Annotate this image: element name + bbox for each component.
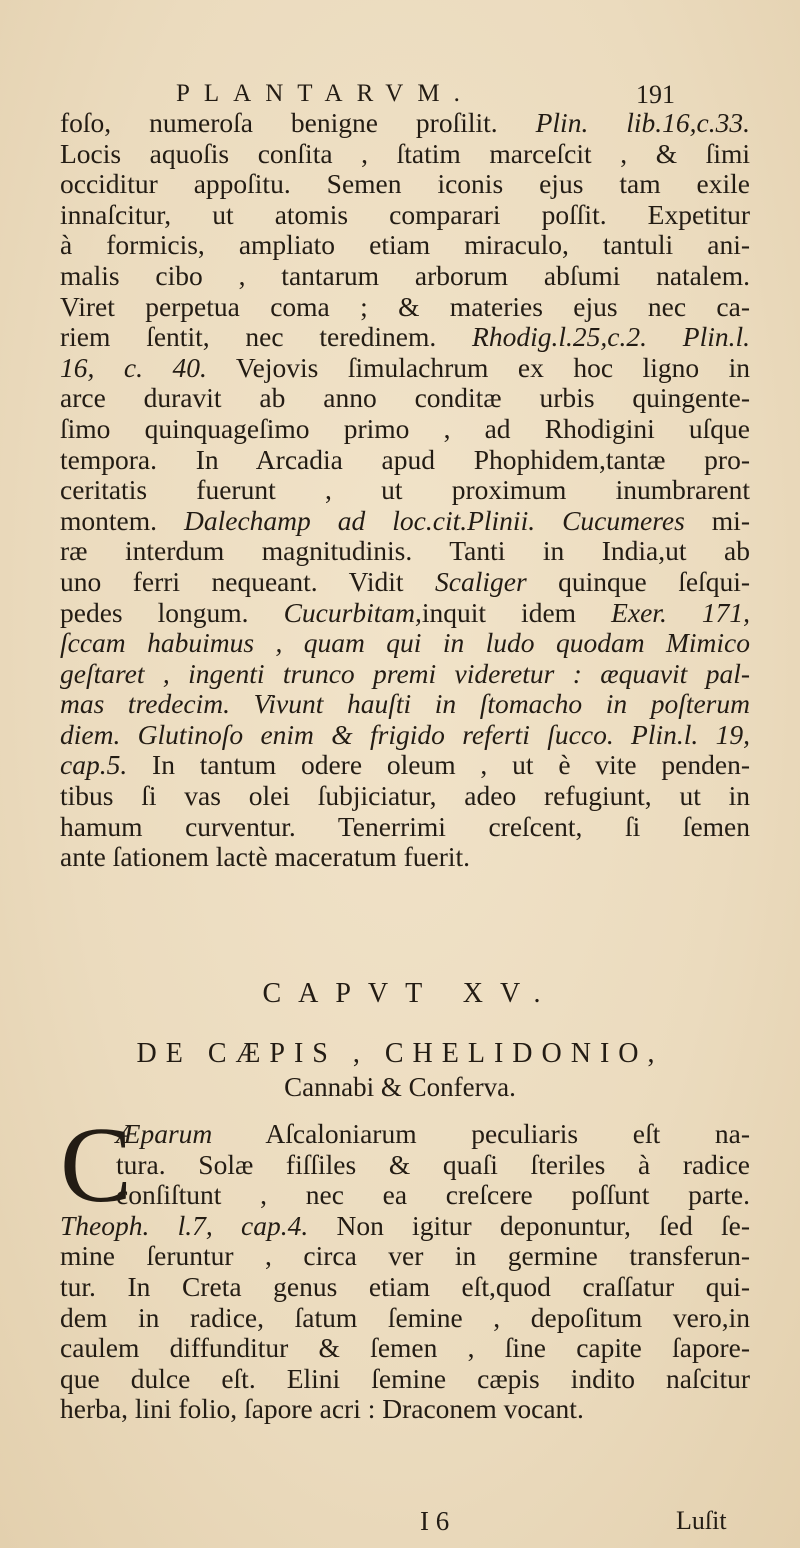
page-number: 191 [636, 80, 675, 109]
text-line [60, 720, 750, 751]
text-run: mi- [684, 504, 750, 536]
running-title: PLANTARVM. [176, 80, 474, 107]
text-run: inquit idem [421, 596, 612, 628]
text-line [60, 1272, 750, 1303]
italic-reference: 16, c. 40. [60, 351, 207, 383]
text-line [60, 353, 750, 384]
text-block-lower [60, 1106, 750, 1425]
text-run: tur. In Creta genus etiam eſt,quod craſſatur qui- [60, 1270, 750, 1302]
text-line [60, 1303, 750, 1334]
text-line [60, 506, 750, 537]
text-run: Viret perpetua coma ; & materies ejus nec ca- [60, 290, 750, 322]
text-line [60, 322, 750, 353]
text-run: pedes longum. [60, 596, 284, 628]
italic-reference: geſtaret , ingenti trunco premi videretur : æquavit pal- [60, 657, 750, 689]
text-run: tibus ſi vas olei ſubjiciatur, adeo refugiunt, ut in [60, 780, 750, 812]
text-line [60, 1241, 750, 1272]
text-line [60, 536, 750, 567]
catchword: Luſit [676, 1506, 727, 1535]
text-line [60, 1180, 750, 1211]
chapter-title-line-2: Cannabi & Conferva. [284, 1072, 516, 1102]
text-run: hamum curventur. Tenerrimi creſcent, ſi ſemen [60, 810, 750, 842]
text-run: arce duravit ab anno conditæ urbis quingente- [60, 382, 750, 414]
text-run: herba, lini folio, ſapore acri : Draconem vocant. [60, 1393, 584, 1425]
text-line [60, 1333, 750, 1364]
text-run: à formicis, ampliato etiam miraculo, tantuli ani- [60, 229, 750, 261]
text-run: ſimo quinquageſimo primo , ad Rhodigini uſque [60, 412, 750, 444]
text-run: riem ſentit, nec teredinem. [60, 321, 473, 353]
text-line [60, 1150, 750, 1181]
text-run: Locis aquoſis conſita , ſtatim marceſcit , & ſimi [60, 137, 750, 169]
text-run: In tantum odere oleum , ut è vite penden- [127, 749, 750, 781]
text-run: tura. Solæ fiſſiles & quaſi ſteriles à radice [116, 1148, 750, 1180]
text-line [60, 659, 750, 690]
text-run: tempora. In Arcadia apud Phophidem,tantæ pro- [60, 443, 750, 475]
text-run: malis cibo , tantarum arborum abſumi natalem. [60, 259, 750, 291]
italic-reference: Exer. 171, [611, 596, 750, 628]
text-block-upper [60, 108, 750, 873]
chapter-label: CAPVT XV. [262, 978, 558, 1009]
text-run: que dulce eſt. Elini ſemine cæpis indito naſcitur [60, 1362, 750, 1394]
text-line [60, 628, 750, 659]
text-run: ante ſationem lactè maceratum fuerit. [60, 841, 471, 873]
text-run: quinque ſeſqui- [526, 565, 750, 597]
drop-capital: C [60, 1106, 133, 1225]
text-line [60, 1364, 750, 1395]
italic-reference: cap.5. [60, 749, 128, 781]
text-line [60, 812, 750, 843]
text-run: conſiſtunt , nec ea creſcere poſſunt parte. [116, 1179, 750, 1211]
text-line [60, 689, 750, 720]
text-run: dem in radice, ſatum ſemine , depoſitum vero,in [60, 1301, 750, 1333]
text-run: montem. [60, 504, 184, 536]
italic-reference: Cucurbitam, [283, 596, 422, 628]
text-line [60, 567, 750, 598]
text-line [60, 475, 750, 506]
text-run: Non igitur deponuntur, ſed ſe- [308, 1209, 750, 1241]
italic-reference: Æparum [116, 1118, 213, 1149]
text-run: innaſcitur, ut atomis comparari poſſit. Expetitur [60, 198, 750, 230]
text-run: Vejovis ſimulachrum ex hoc ligno in [206, 351, 750, 383]
text-run: caulem diffunditur & ſemen , ſine capite ſapore- [60, 1332, 750, 1364]
text-line [60, 230, 750, 261]
italic-reference: Rhodig.l.25,c.2. Plin.l. [472, 321, 750, 353]
text-line [60, 781, 750, 812]
text-run: ceritatis fuerunt , ut proximum inumbrarent [60, 474, 750, 506]
text-line [60, 139, 750, 170]
italic-reference: ſccam habuimus , quam qui in ludo quodam Mimico [60, 627, 750, 659]
text-run: occiditur appoſitu. Semen iconis ejus tam exile [60, 168, 750, 200]
text-line [60, 292, 750, 323]
text-line [60, 842, 750, 873]
text-line [60, 598, 750, 629]
text-line [60, 414, 750, 445]
text-run: uno ferri nequeant. Vidit [60, 565, 435, 597]
text-line [60, 750, 750, 781]
text-run: ræ interdum magnitudinis. Tanti in India,ut ab [60, 535, 750, 567]
italic-reference: Theoph. l.7, cap.4. [60, 1209, 309, 1241]
text-line [60, 169, 750, 200]
text-line [60, 200, 750, 231]
italic-reference: Plin. lib.16,c.33. [535, 107, 750, 138]
text-line [60, 108, 750, 139]
italic-reference: diem. Glutinoſo enim & frigido referti ſucco. Plin.l. 19, [60, 718, 750, 750]
text-line [60, 261, 750, 292]
text-run: foſo, numeroſa benigne proſilit. [60, 107, 536, 138]
chapter-heading [0, 978, 800, 1103]
chapter-title-line-1: DE CÆPIS , CHELIDONIO, [136, 1038, 664, 1069]
signature-mark: I 6 [420, 1506, 450, 1536]
italic-reference: Scaliger [435, 565, 527, 597]
text-line [60, 445, 750, 476]
text-run: Aſcaloniarum peculiaris eſt na- [212, 1118, 750, 1149]
text-line [60, 383, 750, 414]
text-run: mine ſeruntur , circa ver in germine transferun- [60, 1240, 750, 1272]
italic-reference: Dalechamp ad loc.cit.Plinii. Cucumeres [184, 504, 685, 536]
italic-reference: mas tredecim. Vivunt hauſti in ſtomacho in poſterum [60, 688, 750, 720]
text-line [60, 1211, 750, 1242]
text-line [60, 1119, 750, 1150]
text-line [60, 1394, 750, 1425]
